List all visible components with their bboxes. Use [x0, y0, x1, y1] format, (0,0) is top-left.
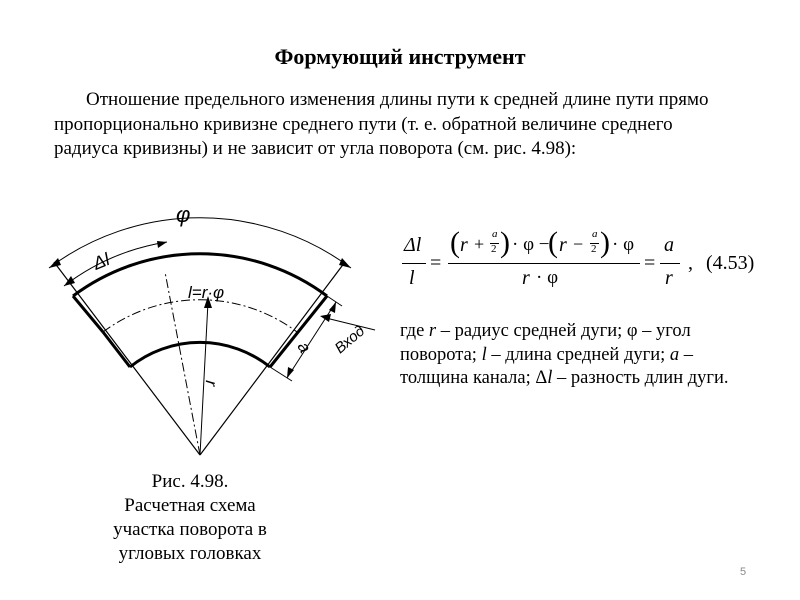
rhs-numerator: a — [664, 234, 674, 256]
intro-paragraph — [54, 88, 724, 162]
channel-left-end — [73, 296, 103, 332]
caption-line-2: Расчетная схема — [124, 495, 256, 516]
bend-diagram — [0, 190, 400, 465]
page-number: 5 — [740, 566, 747, 578]
entry-label: Вход — [331, 322, 369, 358]
inner-arc — [130, 342, 270, 367]
arc-length-label: l=r·φ — [188, 283, 225, 302]
channel-entry-end — [270, 296, 327, 367]
figure-caption — [88, 470, 292, 566]
lhs-denominator: l — [409, 267, 415, 289]
radius-line — [200, 302, 208, 455]
formula-legend: где r – радиус средней дуги; φ – угол поворота; l – длина средней дуги; a – толщина канала; Δl – разность длин дуги. — [400, 321, 729, 388]
delta-l-label: Δl — [90, 249, 113, 274]
sector-left-edge — [54, 262, 200, 455]
caption-line-4: угловых головках — [118, 543, 262, 564]
radius-label: r — [201, 379, 221, 387]
slide-title: Формующий инструмент — [274, 44, 526, 69]
intro-text: Отношение предельного изменения длины пути к средней длине пути прямо пропорционально кривизне среднего пути (т. е. обратной величине среднего радиуса кривизны) и не зависит от угла поворота (см. рис. 4.98): — [54, 89, 709, 159]
caption-line-3: участка поворота в — [113, 519, 267, 540]
formula-4-53: Δl l = ( r + a 2 ) · φ − ( r − a 2 ) · φ r · φ = a r , (4.53) — [404, 226, 755, 289]
caption-line-1: Рис. 4.98. — [151, 471, 229, 492]
lhs-numerator: Δl — [404, 234, 422, 256]
rhs-denominator: r — [665, 267, 673, 289]
middle-arc — [103, 300, 297, 332]
equation-number: (4.53) — [706, 252, 755, 274]
phi-label: φ — [176, 202, 191, 227]
thickness-label: a — [293, 338, 315, 357]
